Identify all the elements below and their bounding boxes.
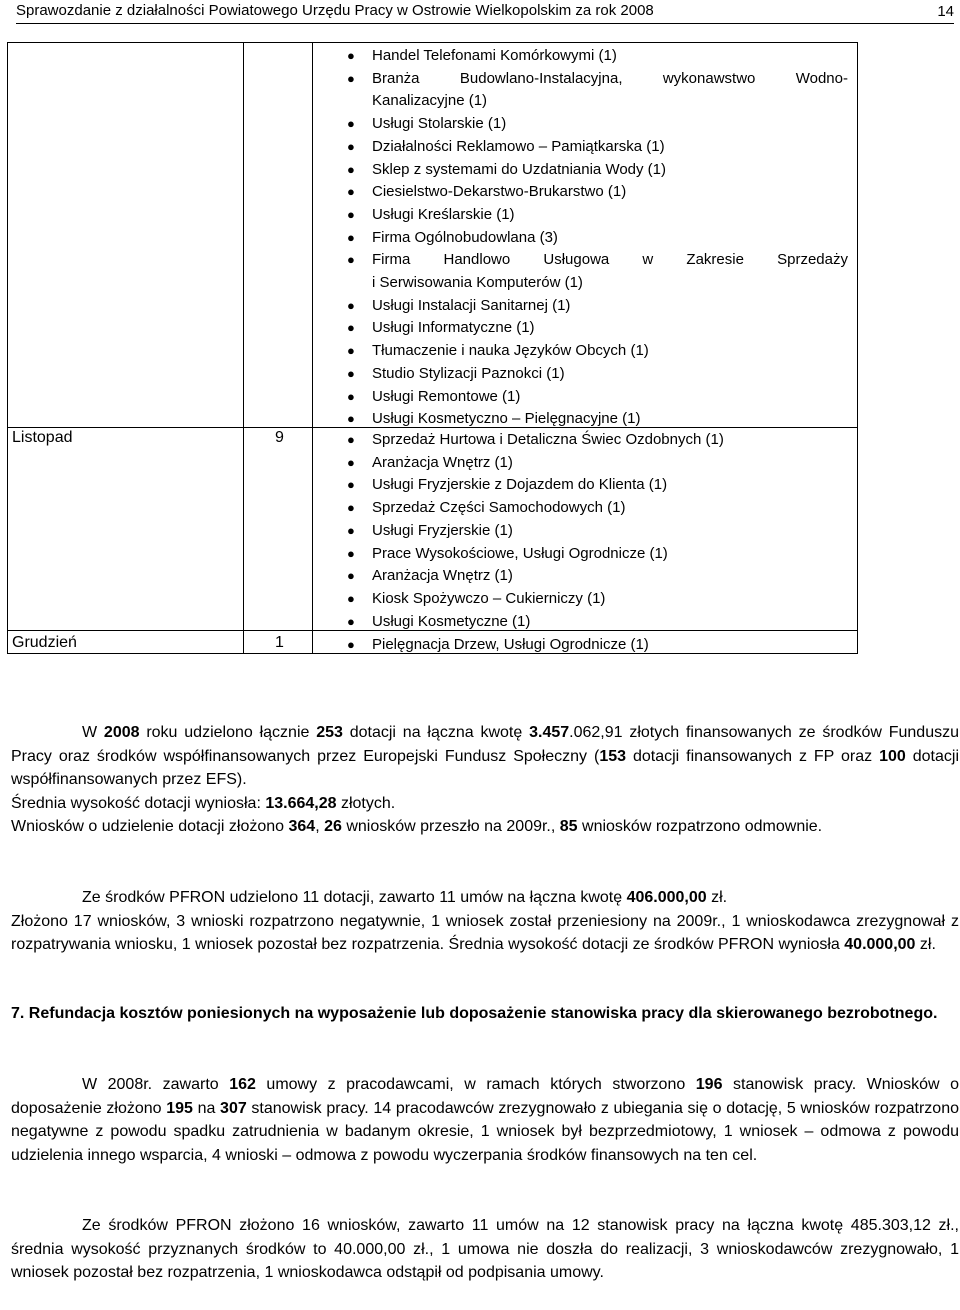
header-title: Sprawozdanie z działalności Powiatowego Urzędu Pracy w Ostrowie Wielkopolskim za rok 2008 (16, 2, 654, 19)
paragraph-refundacja-pfron: Ze środków PFRON złożono 16 wniosków, zawarto 11 umów na 12 stanowisk pracy na łączna kwotę 485.303,12 zł., średnia wysokość przyznanych środków to 40.000,00 zł., 1 umowa nie doszła do realizacji, 3 wnioskodawców zrezygnowało, 1 wniosek pozostał bez rozpatrzenia, 1 wnioskodawca odstąpił od podpisania umowy. (11, 1217, 959, 1281)
list-item: ● Pielęgnacja Drzew, Usługi Ogrodnicze (1) (372, 634, 848, 657)
section-heading: 7. Refundacja kosztów poniesionych na wyposażenie lub doposażenie stanowiska pracy dla skierowanego bezrobotnego. (11, 1005, 938, 1022)
list-item: ● Działalności Reklamowo – Pamiątkarska (1) (372, 136, 848, 159)
bullet-icon: ● (347, 411, 355, 427)
paragraph-pfron-total: Ze środków PFRON udzielono 11 dotacji, zawarto 11 umów na łączna kwotę 406.000,00 zł. (82, 889, 728, 906)
bullet-icon: ● (347, 432, 355, 447)
list-item-continuation: Kanalizacyjne (1) (372, 92, 488, 110)
column-divider (243, 43, 244, 653)
bullet-icon: ● (347, 116, 355, 132)
header-divider (16, 23, 954, 24)
bullet-icon: ● (347, 388, 355, 404)
list-item: ● Sprzedaż Hurtowa i Detaliczna Świec Ozdobnych (1) (372, 429, 848, 452)
table-row (347, 634, 848, 657)
month-cell: Grudzień (12, 634, 77, 651)
bullet-icon: ● (347, 161, 355, 177)
bullet-icon: ● (347, 320, 355, 336)
table-row (347, 45, 848, 431)
paragraph-average: Średnia wysokość dotacji wyniosła: 13.664,28 złotych. (11, 794, 396, 812)
bullet-icon: ● (347, 297, 355, 313)
list-item: ● Aranżacja Wnętrz (1) (372, 452, 848, 475)
bullet-icon: ● (347, 522, 355, 538)
column-divider (312, 43, 313, 653)
paragraph-pfron (11, 886, 959, 957)
bullet-icon: ● (347, 206, 355, 222)
page-header (16, 0, 954, 22)
list-item: ● Prace Wysokościowe, Usługi Ogrodnicze (1) (372, 543, 848, 566)
list-item: ● Usługi Kreślarskie (1) (372, 204, 848, 227)
bullet-icon: ● (347, 184, 355, 200)
list-item: ● Sprzedaż Części Samochodowych (1) (372, 497, 848, 520)
bullet-icon: ● (347, 545, 355, 561)
list-item: ● Usługi Instalacji Sanitarnej (1) (372, 295, 848, 318)
bullet-icon: ● (347, 477, 355, 493)
list-item: ● Sklep z systemami do Uzdatniania Wody (1) (372, 159, 848, 182)
list-item: ● Handel Telefonami Komórkowymi (1) (372, 45, 848, 68)
list-item-continuation: i Serwisowania Komputerów (1) (372, 274, 583, 292)
bullet-icon: ● (347, 568, 355, 584)
month-cell: Listopad (12, 429, 73, 446)
paragraph-summary: W 2008 roku udzielono łącznie 253 dotacji na łączna kwotę 3.457.062,91 złotych finansowanych ze środków Funduszu Pracy oraz środków współfinansowanych przez Europejski Fundusz Społeczny (153 dotacji finansowanych z FP oraz 100 dotacji współfinansowanych przez EFS). (11, 724, 960, 788)
list-item: ● Branża Budowlano-Instalacyjna, wykonawstwo Wodno- (372, 68, 848, 91)
list-item: ● Firma Handlowo Usługowa w Zakresie Sprzedaży (372, 249, 848, 272)
bullet-icon: ● (347, 365, 355, 381)
bullet-icon: ● (347, 454, 355, 470)
list-item: ● Aranżacja Wnętrz (1) (372, 565, 848, 588)
bullet-icon: ● (347, 138, 355, 154)
list-item: ● Kiosk Spożywczo – Cukierniczy (1) (372, 588, 848, 611)
bullet-icon: ● (347, 252, 355, 268)
list-item: ● Usługi Remontowe (1) (372, 386, 848, 409)
list-item: ● Usługi Kosmetyczno – Pielęgnacyjne (1) (372, 408, 848, 431)
list-item: ● Usługi Informatyczne (1) (372, 317, 848, 340)
bullet-icon: ● (347, 229, 355, 245)
list-item: ● Usługi Stolarskie (1) (372, 113, 848, 136)
list-item: ● Studio Stylizacji Paznokci (1) (372, 363, 848, 386)
list-item: ● Tłumaczenie i nauka Języków Obcych (1) (372, 340, 848, 363)
table-row (347, 429, 848, 633)
list-item: ● Firma Ogólnobudowlana (3) (372, 227, 848, 250)
paragraph-dotacje-fp (11, 721, 959, 839)
count-cell: 1 (275, 634, 284, 651)
paragraph-refundacja: W 2008r. zawarto 162 umowy z pracodawcami, w ramach których stworzono 196 stanowisk pracy. Wniosków o doposażenie złożono 195 na 307 stanowisk pracy. 14 pracodawców zrezygnowało z ubiegania się o dotację, 5 wniosków rozpatrzono negatywne z powodu spadku zatrudnienia w badanym okresie, 1 wniosek był bezprzedmiotowy, 1 wniosek – odmowa z powodu udzielenia innego wsparcia, 4 wnioski – odmowa z powodu wyczerpania środków finansowych na ten cel. (11, 1076, 959, 1164)
paragraph-applications: Wniosków o udzielenie dotacji złożono 364, 26 wniosków przeszło na 2009r., 85 wniosków rozpatrzono odmownie. (11, 818, 823, 835)
bullet-icon: ● (347, 590, 355, 606)
dotacje-table (7, 42, 858, 654)
count-cell: 9 (275, 429, 284, 446)
bullet-icon: ● (347, 70, 355, 86)
list-item: ● Usługi Kosmetyczne (1) (372, 611, 848, 634)
list-item: ● Usługi Fryzjerskie z Dojazdem do Klienta (1) (372, 474, 848, 497)
list-item: ● Usługi Fryzjerskie (1) (372, 520, 848, 543)
bullet-icon: ● (347, 500, 355, 516)
bullet-icon: ● (347, 613, 355, 629)
bullet-icon: ● (347, 48, 355, 63)
page-number: 14 (937, 3, 954, 20)
list-item: ● Ciesielstwo-Dekarstwo-Brukarstwo (1) (372, 181, 848, 204)
bullet-icon: ● (347, 343, 355, 359)
paragraph-pfron-details: Złożono 17 wniosków, 3 wnioski rozpatrzono negatywnie, 1 wniosek został przeniesiony na 2009r., 1 wnioskodawca zrezygnował z rozpatrywania wniosku, 1 wniosek pozostał bez rozpatrzenia. Średnia wysokość dotacji ze środków PFRON wyniosła 40.000,00 zł. (11, 912, 959, 953)
bullet-icon: ● (347, 637, 355, 652)
